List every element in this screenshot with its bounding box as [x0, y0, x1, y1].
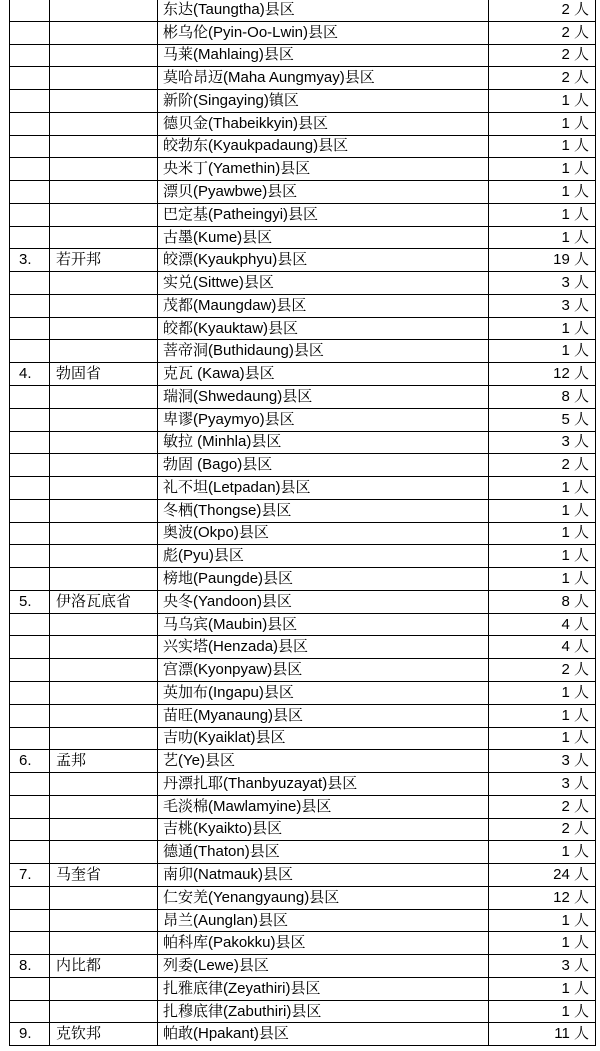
township-cell: 吉桃(Kyaikto)县区 [158, 818, 489, 841]
table-row [10, 294, 596, 317]
province-cell [50, 841, 158, 864]
count-cell: 1 人 [489, 1000, 596, 1023]
township-cell: 德贝金(Thabeikkyin)县区 [158, 112, 489, 135]
count-cell: 1 人 [489, 568, 596, 591]
township-cell: 扎穆底律(Zabuthiri)县区 [158, 1000, 489, 1023]
township-cell: 丹漂扎耶(Thanbyuzayat)县区 [158, 773, 489, 796]
row-index-cell [10, 545, 50, 568]
province-cell [50, 90, 158, 113]
province-cell [50, 659, 158, 682]
township-cell: 毛淡棉(Mawlamyine)县区 [158, 795, 489, 818]
table-row [10, 0, 596, 21]
township-cell: 礼不坦(Letpadan)县区 [158, 477, 489, 500]
row-index-cell [10, 454, 50, 477]
count-cell: 12 人 [489, 886, 596, 909]
province-cell [50, 454, 158, 477]
count-cell: 11 人 [489, 1023, 596, 1046]
table-row [10, 841, 596, 864]
table-row [10, 659, 596, 682]
count-cell: 2 人 [489, 454, 596, 477]
province-cell [50, 203, 158, 226]
table-row [10, 90, 596, 113]
province-cell: 若开邦 [50, 249, 158, 272]
township-cell: 榜地(Paungde)县区 [158, 568, 489, 591]
township-cell: 冬栖(Thongse)县区 [158, 499, 489, 522]
count-cell: 2 人 [489, 659, 596, 682]
row-index-cell [10, 112, 50, 135]
table-row [10, 590, 596, 613]
count-cell: 1 人 [489, 135, 596, 158]
count-cell: 1 人 [489, 499, 596, 522]
table-row [10, 704, 596, 727]
township-cell: 瑞洞(Shwedaung)县区 [158, 386, 489, 409]
province-cell: 马奎省 [50, 864, 158, 887]
table-row [10, 636, 596, 659]
table-row [10, 522, 596, 545]
count-cell: 1 人 [489, 317, 596, 340]
row-index-cell [10, 636, 50, 659]
table-row [10, 181, 596, 204]
township-cell: 彬乌伦(Pyin-Oo-Lwin)县区 [158, 21, 489, 44]
row-index-cell [10, 704, 50, 727]
province-cell [50, 795, 158, 818]
table-row [10, 363, 596, 386]
count-cell: 4 人 [489, 636, 596, 659]
count-cell: 8 人 [489, 590, 596, 613]
table-row [10, 340, 596, 363]
township-cell: 奥波(Okpo)县区 [158, 522, 489, 545]
township-cell: 吉叻(Kyaiklat)县区 [158, 727, 489, 750]
province-cell [50, 568, 158, 591]
table-row [10, 773, 596, 796]
row-index-cell [10, 158, 50, 181]
row-index-cell [10, 317, 50, 340]
township-cell: 宫漂(Kyonpyaw)县区 [158, 659, 489, 682]
township-cell: 巴定基(Patheingyi)县区 [158, 203, 489, 226]
count-cell: 1 人 [489, 932, 596, 955]
table-row [10, 272, 596, 295]
province-cell: 伊洛瓦底省 [50, 590, 158, 613]
province-cell [50, 0, 158, 21]
count-cell: 1 人 [489, 704, 596, 727]
table-body [10, 0, 596, 1046]
township-cell: 南卯(Natmauk)县区 [158, 864, 489, 887]
row-index-cell [10, 727, 50, 750]
count-cell: 1 人 [489, 477, 596, 500]
table-row [10, 1000, 596, 1023]
table-row [10, 408, 596, 431]
row-index-cell [10, 90, 50, 113]
province-cell [50, 181, 158, 204]
row-index-cell [10, 408, 50, 431]
count-cell: 2 人 [489, 0, 596, 21]
township-cell: 卑谬(Pyaymyo)县区 [158, 408, 489, 431]
province-cell [50, 909, 158, 932]
table-row [10, 568, 596, 591]
township-cell: 克瓦 (Kawa)县区 [158, 363, 489, 386]
count-cell: 2 人 [489, 44, 596, 67]
row-index-cell [10, 272, 50, 295]
township-cell: 扎雅底律(Zeyathiri)县区 [158, 977, 489, 1000]
count-cell: 1 人 [489, 181, 596, 204]
township-cell: 彪(Pyu)县区 [158, 545, 489, 568]
table-row [10, 613, 596, 636]
township-cell: 央冬(Yandoon)县区 [158, 590, 489, 613]
row-index-cell [10, 773, 50, 796]
province-cell [50, 977, 158, 1000]
table-row [10, 955, 596, 978]
count-cell: 1 人 [489, 727, 596, 750]
row-index-cell [10, 67, 50, 90]
row-index-cell [10, 977, 50, 1000]
table-row [10, 135, 596, 158]
row-index-cell [10, 932, 50, 955]
township-cell: 古墨(Kume)县区 [158, 226, 489, 249]
township-cell: 帕敢(Hpakant)县区 [158, 1023, 489, 1046]
row-index-cell [10, 21, 50, 44]
province-cell [50, 886, 158, 909]
province-cell [50, 431, 158, 454]
row-index-cell [10, 431, 50, 454]
township-cell: 苗旺(Myanaung)县区 [158, 704, 489, 727]
table-row [10, 226, 596, 249]
province-cell [50, 340, 158, 363]
count-cell: 3 人 [489, 955, 596, 978]
province-cell: 克钦邦 [50, 1023, 158, 1046]
count-cell: 2 人 [489, 21, 596, 44]
count-cell: 19 人 [489, 249, 596, 272]
township-cell: 昂兰(Aunglan)县区 [158, 909, 489, 932]
province-cell [50, 818, 158, 841]
row-index-cell: 9. [10, 1023, 50, 1046]
row-index-cell [10, 499, 50, 522]
count-cell: 1 人 [489, 226, 596, 249]
township-cell: 莫哈昂迈(Maha Aungmyay)县区 [158, 67, 489, 90]
province-cell [50, 21, 158, 44]
table-row [10, 431, 596, 454]
row-index-cell [10, 795, 50, 818]
table-row [10, 864, 596, 887]
township-cell: 漂贝(Pyawbwe)县区 [158, 181, 489, 204]
row-index-cell: 7. [10, 864, 50, 887]
table-row [10, 750, 596, 773]
township-cell: 德通(Thaton)县区 [158, 841, 489, 864]
township-cell: 仁安羌(Yenangyaung)县区 [158, 886, 489, 909]
province-cell [50, 499, 158, 522]
count-cell: 3 人 [489, 272, 596, 295]
table-row [10, 158, 596, 181]
province-cell [50, 408, 158, 431]
row-index-cell: 5. [10, 590, 50, 613]
province-cell [50, 681, 158, 704]
count-cell: 5 人 [489, 408, 596, 431]
province-cell [50, 67, 158, 90]
table-row [10, 454, 596, 477]
count-cell: 1 人 [489, 158, 596, 181]
table-row [10, 44, 596, 67]
count-cell: 1 人 [489, 977, 596, 1000]
table-row [10, 909, 596, 932]
province-cell [50, 272, 158, 295]
province-cell [50, 636, 158, 659]
row-index-cell [10, 226, 50, 249]
row-index-cell [10, 294, 50, 317]
count-cell: 3 人 [489, 750, 596, 773]
table-row [10, 977, 596, 1000]
province-cell: 勃固省 [50, 363, 158, 386]
count-cell: 1 人 [489, 841, 596, 864]
township-cell: 勃固 (Bago)县区 [158, 454, 489, 477]
province-cell [50, 727, 158, 750]
row-index-cell [10, 613, 50, 636]
count-cell: 1 人 [489, 203, 596, 226]
table-row [10, 203, 596, 226]
township-cell: 敏拉 (Minhla)县区 [158, 431, 489, 454]
township-cell: 皎都(Kyauktaw)县区 [158, 317, 489, 340]
province-cell [50, 294, 158, 317]
count-cell: 24 人 [489, 864, 596, 887]
count-cell: 8 人 [489, 386, 596, 409]
table-row [10, 886, 596, 909]
province-cell [50, 477, 158, 500]
province-cell [50, 317, 158, 340]
township-cell: 列委(Lewe)县区 [158, 955, 489, 978]
township-cell: 皎勃东(Kyaukpadaung)县区 [158, 135, 489, 158]
table-row [10, 317, 596, 340]
count-cell: 1 人 [489, 340, 596, 363]
province-cell [50, 545, 158, 568]
row-index-cell [10, 522, 50, 545]
count-cell: 1 人 [489, 545, 596, 568]
township-cell: 央米丁(Yamethin)县区 [158, 158, 489, 181]
province-cell [50, 226, 158, 249]
township-cell: 帕科库(Pakokku)县区 [158, 932, 489, 955]
province-cell [50, 158, 158, 181]
township-cell: 马乌宾(Maubin)县区 [158, 613, 489, 636]
province-cell [50, 1000, 158, 1023]
table-row [10, 67, 596, 90]
province-cell [50, 613, 158, 636]
count-cell: 1 人 [489, 112, 596, 135]
township-cell: 马莱(Mahlaing)县区 [158, 44, 489, 67]
province-cell [50, 773, 158, 796]
table-row [10, 499, 596, 522]
count-cell: 3 人 [489, 294, 596, 317]
count-cell: 2 人 [489, 818, 596, 841]
table-row [10, 932, 596, 955]
row-index-cell [10, 386, 50, 409]
table-row [10, 818, 596, 841]
table-row [10, 1023, 596, 1046]
table-row [10, 545, 596, 568]
table-row [10, 386, 596, 409]
row-index-cell: 6. [10, 750, 50, 773]
township-cell: 新阶(Singaying)镇区 [158, 90, 489, 113]
province-cell [50, 932, 158, 955]
row-index-cell [10, 659, 50, 682]
count-cell: 1 人 [489, 90, 596, 113]
table-row [10, 249, 596, 272]
row-index-cell [10, 568, 50, 591]
count-cell: 2 人 [489, 795, 596, 818]
count-cell: 12 人 [489, 363, 596, 386]
province-cell [50, 704, 158, 727]
count-cell: 1 人 [489, 909, 596, 932]
row-index-cell: 4. [10, 363, 50, 386]
township-cell: 皎漂(Kyaukphyu)县区 [158, 249, 489, 272]
row-index-cell [10, 340, 50, 363]
table-row [10, 477, 596, 500]
township-cell: 兴实塔(Henzada)县区 [158, 636, 489, 659]
province-cell [50, 44, 158, 67]
row-index-cell [10, 203, 50, 226]
table-row [10, 795, 596, 818]
row-index-cell [10, 0, 50, 21]
province-cell [50, 112, 158, 135]
row-index-cell [10, 135, 50, 158]
row-index-cell: 3. [10, 249, 50, 272]
row-index-cell [10, 886, 50, 909]
row-index-cell [10, 841, 50, 864]
township-count-table [9, 0, 596, 1046]
province-cell [50, 135, 158, 158]
table-row [10, 681, 596, 704]
township-cell: 茂都(Maungdaw)县区 [158, 294, 489, 317]
table-row [10, 21, 596, 44]
row-index-cell [10, 818, 50, 841]
count-cell: 2 人 [489, 67, 596, 90]
township-cell: 英加布(Ingapu)县区 [158, 681, 489, 704]
count-cell: 3 人 [489, 773, 596, 796]
province-cell: 内比都 [50, 955, 158, 978]
township-cell: 艺(Ye)县区 [158, 750, 489, 773]
row-index-cell [10, 681, 50, 704]
row-index-cell [10, 181, 50, 204]
row-index-cell [10, 1000, 50, 1023]
row-index-cell: 8. [10, 955, 50, 978]
township-cell: 东达(Taungtha)县区 [158, 0, 489, 21]
row-index-cell [10, 909, 50, 932]
township-cell: 实兑(Sittwe)县区 [158, 272, 489, 295]
province-cell: 孟邦 [50, 750, 158, 773]
province-cell [50, 522, 158, 545]
count-cell: 1 人 [489, 681, 596, 704]
row-index-cell [10, 477, 50, 500]
province-cell [50, 386, 158, 409]
table-row [10, 727, 596, 750]
count-cell: 1 人 [489, 522, 596, 545]
count-cell: 3 人 [489, 431, 596, 454]
count-cell: 4 人 [489, 613, 596, 636]
township-cell: 菩帝洞(Buthidaung)县区 [158, 340, 489, 363]
table-row [10, 112, 596, 135]
row-index-cell [10, 44, 50, 67]
